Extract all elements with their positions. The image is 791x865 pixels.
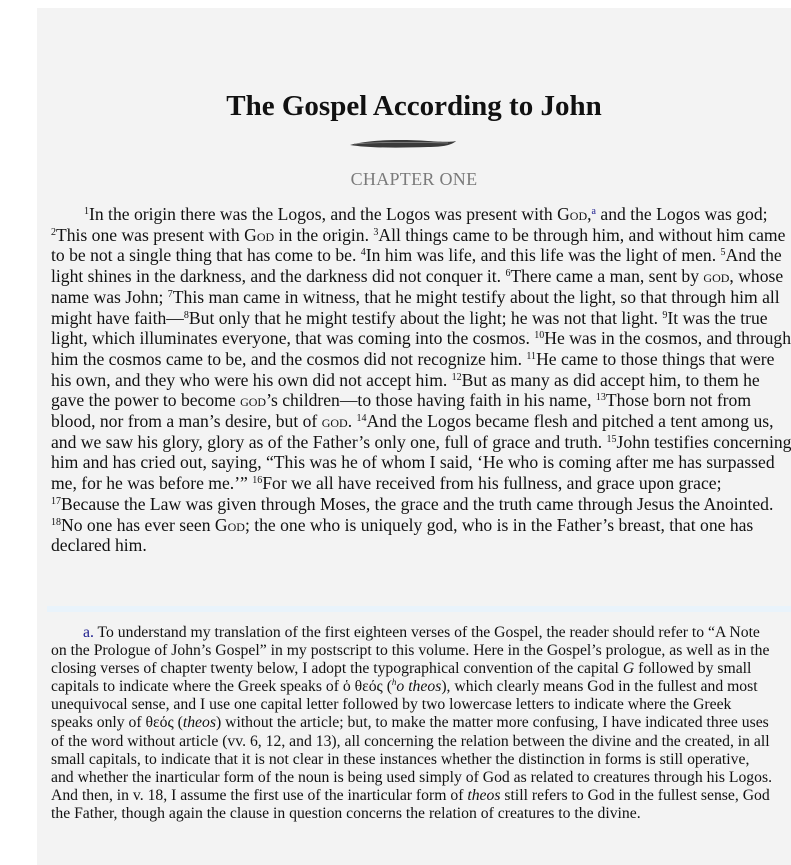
verse-text: But as many as did accept him, to them he gave the power to become [51, 369, 760, 411]
footnote-text: theos [467, 786, 501, 804]
divine-name: God [244, 224, 275, 245]
verse-text: In him was life, and this life was the light of men. [365, 245, 721, 266]
verse-text: This one was present with [56, 224, 245, 245]
footnote-text: G [622, 660, 635, 678]
verse-text: No one has ever seen [61, 514, 215, 535]
footnote-text: still refers to God in the fullest sense, God the Father, though again the clause in question concerns the relation of creatures to the divine. [51, 786, 770, 822]
footnote-text: followed by small capitals to indicate where the Greek speaks of ὁ θεός ( [51, 660, 752, 696]
verse-text: This man came in witness, that he might testify about the light, so that through him all might have faith— [51, 286, 780, 328]
verse-paragraph [51, 204, 791, 556]
footnote-text: ), which clearly means God in the fullest and most unequivocal sense, and I use one capital letter followed by two lowercase letters to indicate where the Greek speaks only of θεός ( [51, 678, 758, 732]
verse-number: 6 [505, 268, 511, 280]
footnote-text: ) without the article; but, to make the matter more confusing, I have indicated three uses of the word without article (vv. 6, 12, and 13), all concerning the relation between the divine and the created, in all small capitals, to indicate that it is not clear in these instances whether the distinction in forms is still operative, and whether the inarticular form of the noun is being used simply of God as related to creatures through his Logos. And then, in v. 18, I assume the first use of the inarticular form of [51, 714, 773, 804]
verse-text: , [587, 204, 592, 224]
verse-number: 5 [720, 247, 726, 259]
footnote-text: o theos [396, 678, 442, 696]
verse-text: But only that he might testify about the light; he was not that light. [188, 307, 663, 328]
footnote-divider [47, 606, 791, 612]
verse-number: 3 [373, 226, 379, 238]
verse-number: 8 [183, 309, 189, 321]
verse-number: 10 [534, 330, 545, 342]
divine-name: God [557, 204, 588, 224]
footnote-text: h [391, 677, 397, 688]
page-title: The Gospel According to John [226, 90, 602, 122]
verse-number: 1 [84, 206, 89, 217]
verse-number: 13 [595, 392, 606, 404]
footnote [51, 624, 773, 823]
verse-number: 14 [356, 413, 367, 425]
verse-text: There came a man, sent by [510, 266, 704, 287]
verse-number: 4 [360, 247, 366, 259]
verse-text: And the light shines in the darkness, and the darkness did not conquer it. [51, 245, 782, 287]
verse-number: 12 [451, 371, 462, 383]
divine-name: god [321, 411, 348, 432]
verse-text: All things came to be through him, and without him came to be not a single thing that has come to be. [51, 224, 786, 266]
verse-text: It was the true light, which illuminates everyone, that was coming into the cosmos. [51, 307, 768, 349]
verse-text: ’s children—to those having faith in his name, [266, 390, 596, 411]
verse-text: Those born not from blood, nor from a man’s desire, but of [51, 390, 752, 432]
title-ornament [348, 136, 458, 152]
chapter-heading: CHAPTER ONE [350, 169, 478, 189]
footnote-text: theos [182, 714, 216, 732]
divine-name: god [703, 266, 730, 287]
verse-number: 15 [606, 433, 617, 445]
verse-text: in the origin. [274, 224, 374, 245]
verse-text: . [347, 411, 357, 432]
verse-number: 18 [51, 516, 61, 528]
verse-text: ; the one who is uniquely god, who is in the Father’s breast, that one has declared him. [51, 514, 754, 556]
verse-number: 2 [51, 226, 56, 238]
footnote-label[interactable]: a. [83, 624, 94, 641]
verse-number: 17 [51, 495, 61, 507]
verse-number: 9 [662, 309, 668, 321]
verse-text: And the Logos became flesh and pitched a tent among us, and we saw his glory, glory as of the Father’s only one, full of grace and truth. [51, 411, 774, 452]
verse-number: 11 [526, 350, 537, 362]
footnote-ref-link[interactable]: a [591, 206, 596, 217]
divine-name: God [214, 514, 245, 535]
verse-text: and the Logos was god; [596, 204, 768, 224]
verse-text: For we all have received from his fullness, and grace upon grace; [262, 473, 722, 494]
verse-text: Because the Law was given through Moses, the grace and the truth came through Jesus the Anointed. [61, 493, 774, 514]
verse-text: , whose name was John; [51, 266, 784, 307]
verse-text: He came to those things that were his own, and they who were his own did not accept him. [51, 348, 775, 390]
verse-text: John testifies concerning him and has cried out, saying, “This was he of whom I said, ‘He who is coming after me has surpassed me, for he was before me.’” [51, 431, 791, 494]
footnote-text: To understand my translation of the first eighteen verses of the Gospel, the reader should refer to “A Note on the Prologue of John’s Gospel” in my postscript to this volume. Here in the Gospel’s prologue, as well as in the closing verses of chapter twenty below, I adopt the typographical convention of the capital [51, 624, 770, 678]
divine-name: god [240, 390, 267, 411]
verse-number: 16 [252, 475, 263, 487]
verse-number: 7 [167, 288, 173, 300]
verse-text: He was in the cosmos, and through him the cosmos came to be, and the cosmos did not recognize him. [51, 328, 791, 369]
verse-text: In the origin there was the Logos, and the Logos was present with [89, 204, 558, 224]
page [37, 8, 791, 865]
